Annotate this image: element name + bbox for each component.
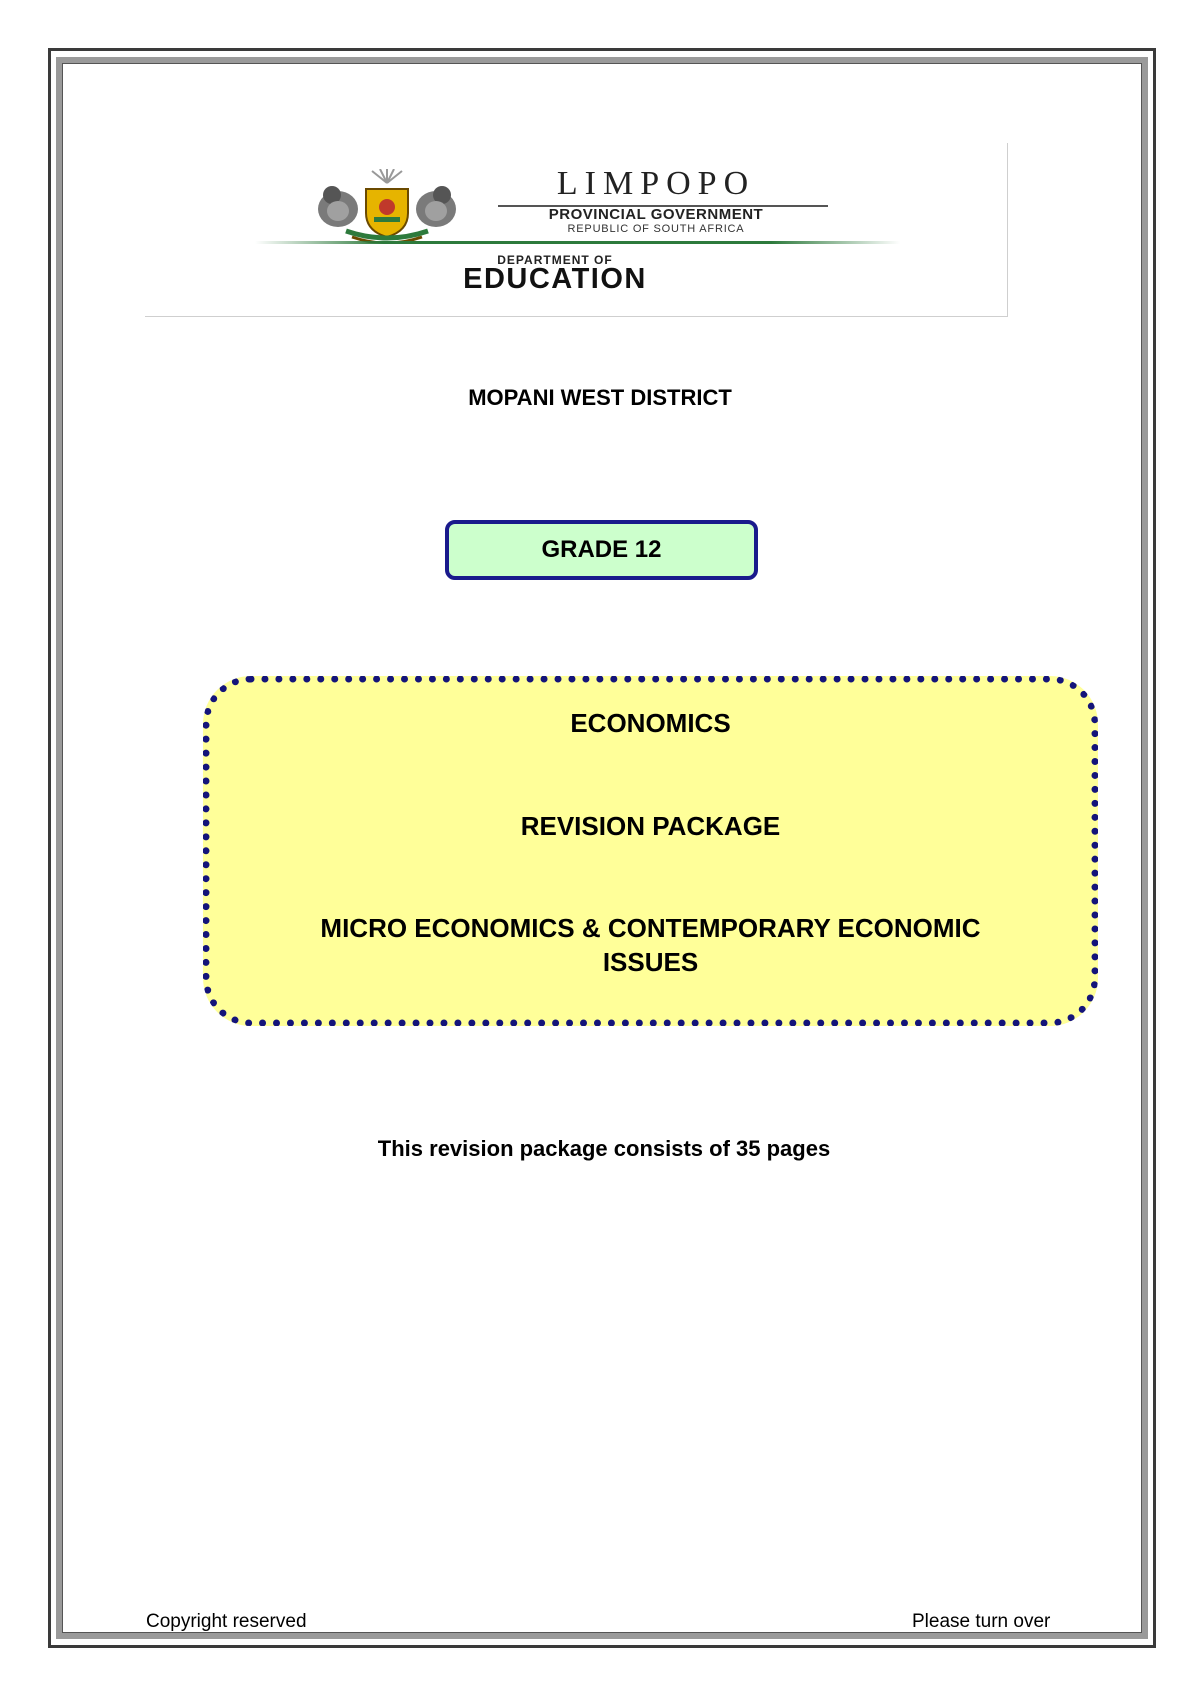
copyright-footer: Copyright reserved — [146, 1611, 307, 1632]
topic-line-1: MICRO ECONOMICS & CONTEMPORARY ECONOMIC — [320, 913, 981, 943]
topic-line-2: ISSUES — [602, 947, 699, 977]
grade-badge: GRADE 12 — [445, 520, 758, 580]
divider — [255, 241, 900, 244]
department-prefix: DEPARTMENT OF — [497, 253, 613, 267]
subject-name: ECONOMICS — [570, 708, 731, 738]
province-name: LIMPOPO — [556, 165, 756, 202]
subject-panel — [203, 676, 1098, 1026]
department-name: EDUCATION — [463, 263, 647, 295]
package-title: REVISION PACKAGE — [520, 811, 781, 841]
district-title: MOPANI WEST DISTRICT — [468, 385, 732, 410]
page-count-note: This revision package consists of 35 pages — [377, 1136, 831, 1161]
government-label: PROVINCIAL GOVERNMENT — [548, 206, 764, 223]
department-logo — [145, 143, 1008, 317]
country-label: REPUBLIC OF SOUTH AFRICA — [567, 223, 745, 235]
coat-of-arms-icon — [312, 169, 462, 243]
turn-over-footer: Please turn over — [912, 1611, 1051, 1632]
